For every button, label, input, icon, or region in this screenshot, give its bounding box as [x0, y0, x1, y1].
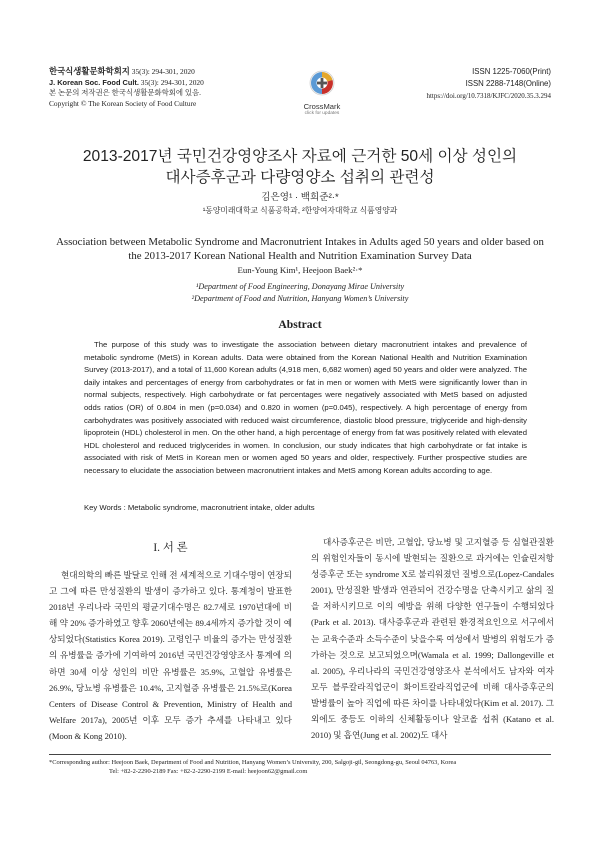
journal-en-volume: 35(3): 294-301, 2020: [140, 77, 204, 87]
footnote-line-1: *Corresponding author: Heejoon Baek, Department of Food and Nutrition, Hanyang Women’s University, 200, Salgoji-gil, Seongdong-gu, Seoul 04763, Korea: [49, 759, 457, 766]
abstract-heading: Abstract: [278, 318, 322, 331]
journal-ko-title: 한국식생활문화학회지: [49, 66, 130, 76]
abstract-body: The purpose of this study was to investigate the association between dietary macronutrient intakes and prevalence of metabolic syndrome (MetS) in Korean adults. Data were obtained from the Korean National Health and Nutrition Examination Survey (2013-2017), and a total of 11,600 Korean adults (4,918 men, 6,682 women) aged 50 years and older were analyzed. The daily intakes and percentages of energy from carbohydrates or fat in men or women with MetS were significantly lower than in normal subjects, respectively. High carbohydrate or fat percentages were negatively associated with MetS based on adjusted odds ratios (OR) of 0.804 in men (p=0.034) and 0.820 in women (p=0.045), respectively. A high percentage of energy from carbohydrates was positively associated with reduced waist circumference, diastolic blood pressure, triglyceride and high-density lipoprotein (HDL) cholesterol in men. On the other hand, a high percentage of energy from fat was positively related with elevated HDL cholesterol and reduced triglycerides in women. In conclusion, our study indicates that high carbohydrate or fat intake is associated with risk of MetS in Korean men or women aged 50 years and older, respectively. Further prospective studies are necessary to elucidate the association between macronutrient intakes and MetS among Korean adults according to age.: [84, 340, 527, 475]
title-korean-line-1: 2013-2017년 국민건강영양조사 자료에 근거한 50세 이상 성인의: [82, 148, 518, 165]
crossmark-sublabel: click for updates: [304, 111, 340, 116]
title-korean-line-2: 대사증후군과 다량영양소 섭취의 관련성: [165, 169, 435, 186]
crossmark-badge[interactable]: [287, 70, 357, 116]
crossmark-icon: [309, 70, 335, 96]
journal-en-title: J. Korean Soc. Food Cult.: [49, 77, 139, 87]
affiliations-korean: ¹동양미래대학교 식품공학과, ²한양여자대학교 식품영양과: [202, 206, 398, 215]
intro-paragraph-left: 현대의학의 빠른 발달로 인해 전 세계적으로 기대수명이 연장되고 그에 따른 만성질환의 발생이 증가하고 있다. 통계청이 발표한 2018년 우리나라 국민의 평균기대수명은 82.7세로 1970년대에 비해 약 20% 증가하였고 향후 2060년에는 89.4세까지 증가할 것이 예상되었다(Statistics Korea 2019). 고령인구 비율의 증가는 만성질환의 유병률을 증가에 기여하여 2016년 국민건강영양조사 통계에 의하면 30세 이상 성인의 비만 유병률은 35.9%, 고혈압 유병률은 26.9%, 당뇨병 유병률은 10.4%, 고지혈증 유병률은 21.5%로(Korea Centers of Disease Control & Prevention, Ministry of Health and Welfare 2017a), 2005년 이후 모두 증가 추세를 나타내고 있다(Moon & Kong 2010).: [49, 570, 292, 741]
journal-ko-volume: 35(3): 294-301, 2020: [131, 67, 195, 76]
affiliation-2: ²Department of Food and Nutrition, Hanyang Women’s University: [191, 294, 409, 303]
issn-print: ISSN 1225-7060(Print): [472, 67, 551, 76]
intro-paragraph-right: 대사증후군은 비만, 고혈압, 당뇨병 및 고지혈증 등 심혈관질환의 위험인자들이 동시에 발현되는 질환으로 과거에는 인슐린저항성증후군 또는 syndrome X로 불리워졌던 질병으로(Lopez-Candales 2001), 만성질환 발생과 연관되어 건강수명을 단축시키고 삶의 질을 저하시키므로 이의 예방을 위해 다양한 연구들이 수행되었다(Park et al. 2013). 대사증후군과 관련된 환경적요인으로 서구에서는 교육수준과 소득수준이 낮을수록 여성에서 발병의 위험도가 증가하는 것으로 보고되었으며(Wamala et al. 1999; Dallongeville et al. 2005), 우리나라의 국민건강영양조사 분석에서도 남자와 여자 모두 블루칼라직업군이 화이트칼라직업군에 비해 대사증후군의 발병률이 높아 직업에 따른 차이를 나타내었다(Kim et al. 2017). 그 외에도 중등도 이하의 신체활동이나 알코올 섭취 (Katano et al. 2010) 및 흡연(Jung et al. 2002)도 대사: [311, 537, 554, 741]
issn-block: [426, 66, 551, 102]
issn-online: ISSN 2288-7148(Online): [465, 79, 551, 88]
title-korean: [40, 146, 560, 188]
journal-en-line: [49, 78, 309, 89]
crossmark-label: CrossMark: [303, 102, 341, 111]
journal-ko-line: [49, 66, 309, 78]
section-heading: I. 서 론: [153, 542, 188, 554]
copyright-line: Copyright © The Korean Society of Food Culture: [49, 98, 197, 108]
authors-english: Eun-Young Kim¹, Heejoon Baek²·*: [237, 265, 363, 275]
corresponding-author-footnote: [49, 758, 551, 776]
footnote-line-2: Tel: +82-2-2290-2189 Fax: +82-2-2290-2199 E-mail: heejoon62@gmail.com: [109, 768, 308, 775]
keywords: Key Words : Metabolic syndrome, macronutrient intake, older adults: [84, 503, 315, 512]
title-english: Association between Metabolic Syndrome and Macronutrient Intakes in Adults aged 50 years and older based on the 2013-2017 Korean National Health and Nutrition Examination Survey Data: [56, 236, 544, 263]
journal-header: [49, 66, 309, 109]
rights-notice: 본 논문의 저작권은 한국식생활문화학회에 있음.: [49, 88, 202, 98]
doi-link[interactable]: https://doi.org/10.7318/KJFC/2020.35.3.294: [426, 92, 551, 100]
footnote-divider: [49, 754, 551, 755]
affiliation-1: ¹Department of Food Engineering, Donayang Mirae University: [195, 282, 405, 291]
affiliations-english: [0, 281, 600, 305]
authors-korean: 김은영¹ · 백희준²·*: [261, 192, 339, 203]
